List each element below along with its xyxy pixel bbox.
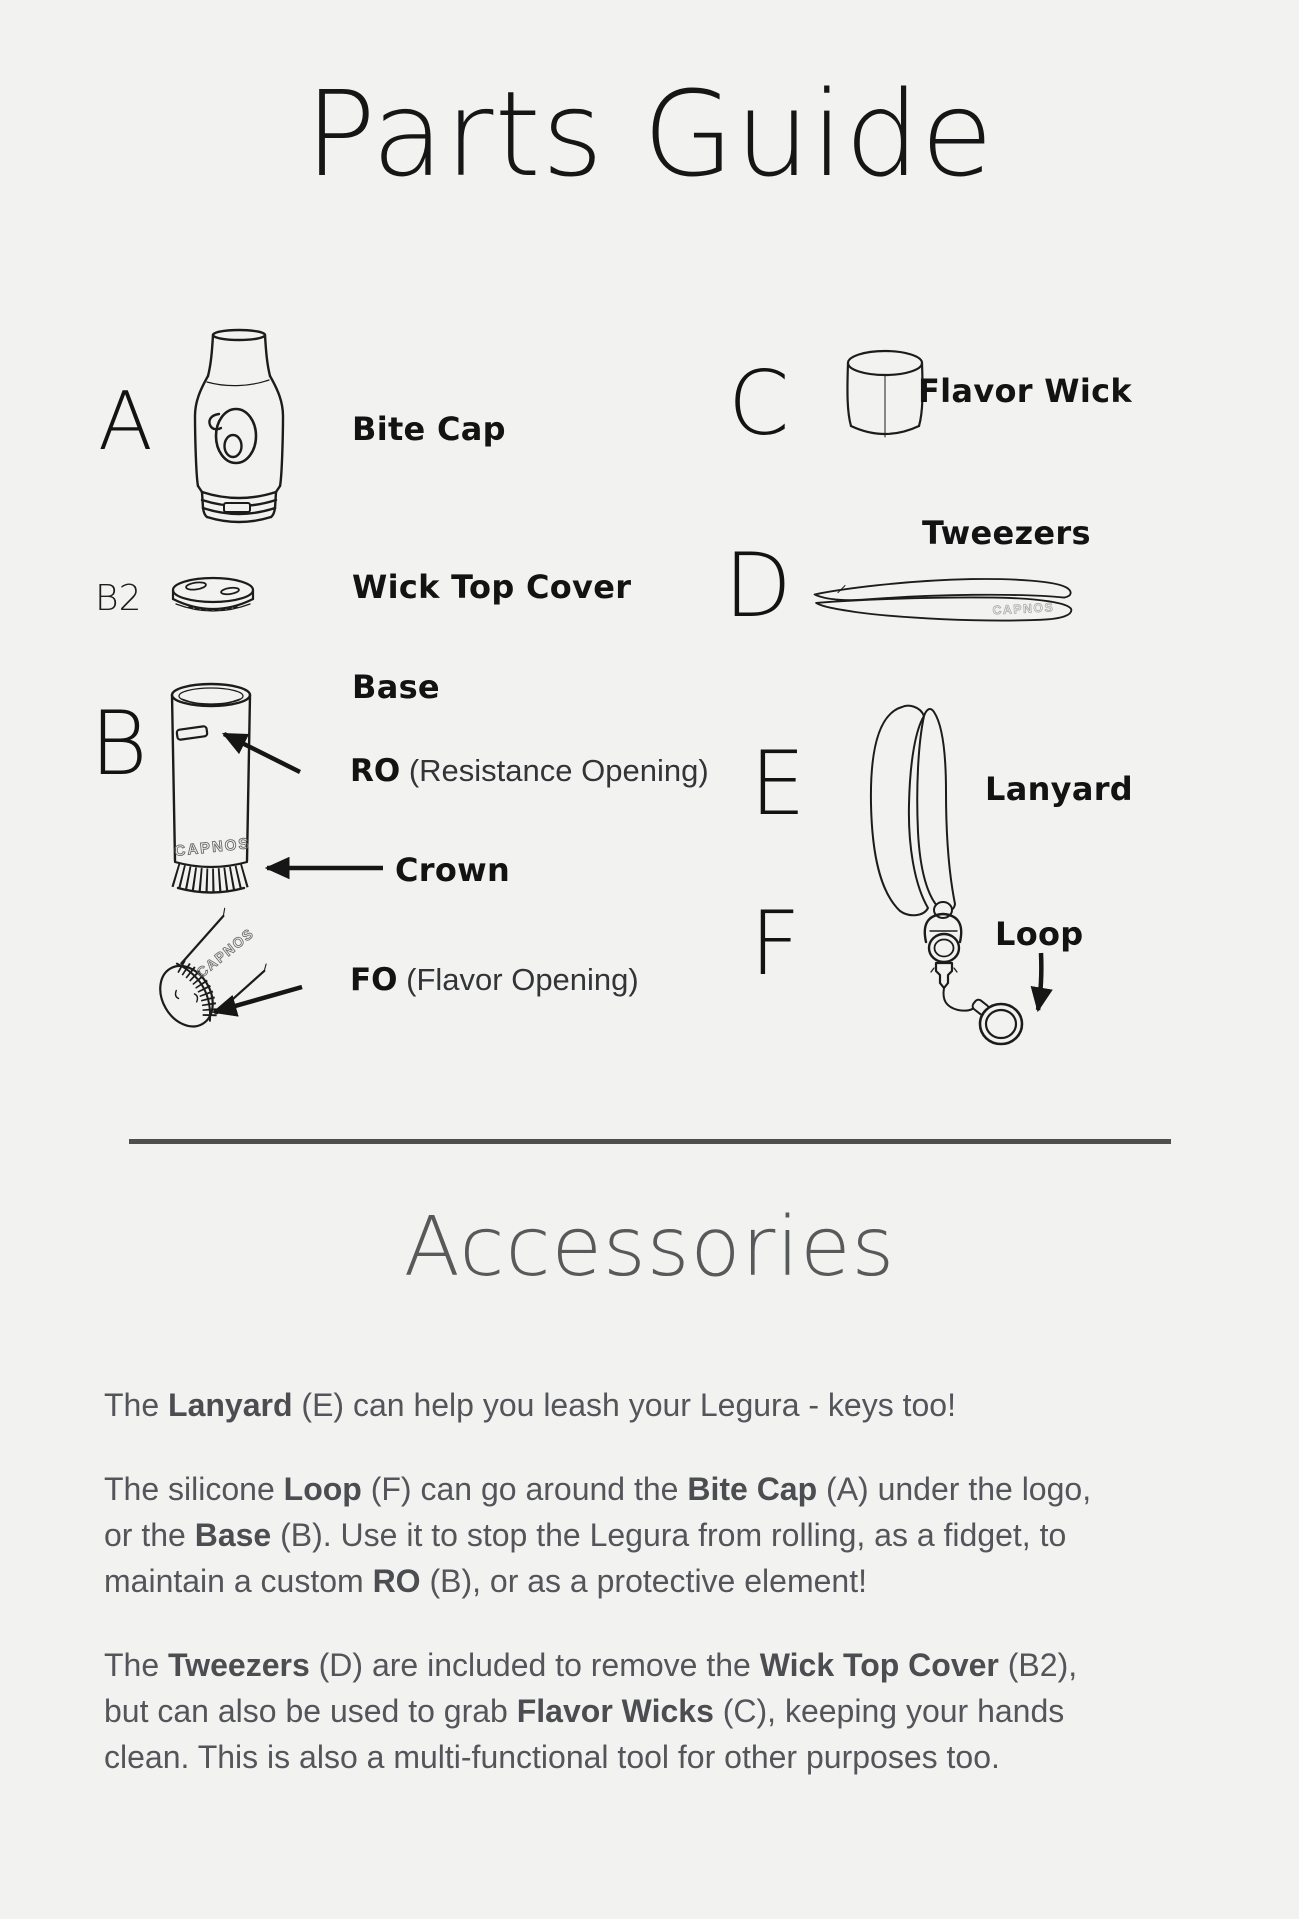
- part-letter-b2: B2: [95, 578, 142, 619]
- fo-abbr: FO: [350, 962, 398, 998]
- bite-cap-illustration: [190, 326, 288, 540]
- accessories-heading: Accessories: [403, 1200, 896, 1295]
- ro-abbr: RO: [350, 753, 401, 789]
- fo-full: (Flavor Opening): [397, 962, 639, 997]
- section-divider: [129, 1139, 1171, 1144]
- fo-arrow: [200, 976, 312, 1024]
- paragraph-loop: The silicone Loop (F) can go around the Bite Cap (A) under the logo, or the Base (B). Use it to stop the Legura from rolling, as a fidget, to maintain a custom RO (B), or as a protective element!: [104, 1471, 1092, 1599]
- ro-arrow: [212, 724, 312, 784]
- loop-arrow: [1025, 940, 1055, 1025]
- tweezers-label: Tweezers: [922, 514, 1091, 552]
- base-label: Base: [352, 668, 440, 706]
- paragraph-tweezers: The Tweezers (D) are included to remove the Wick Top Cover (B2), but can also be used to grab Flavor Wicks (C), keeping your hands clean. This is also a multi-functional tool for other purposes too.: [104, 1647, 1078, 1775]
- part-letter-a: A: [98, 375, 153, 468]
- loop-label: Loop: [995, 915, 1084, 953]
- accessories-copy: [104, 1382, 1264, 1818]
- wick-top-cover-label: Wick Top Cover: [352, 568, 632, 606]
- tweezers-illustration: [810, 572, 1075, 630]
- crown-label: Crown: [395, 851, 511, 889]
- ro-callout: [350, 753, 709, 789]
- base-illustration: [168, 682, 254, 894]
- base-brand-text: CAPNOS: [173, 835, 252, 860]
- bite-cap-label: Bite Cap: [352, 410, 506, 448]
- part-letter-c: C: [728, 352, 790, 455]
- crown-arrow: [255, 852, 390, 884]
- part-letter-b: B: [90, 692, 148, 795]
- page-title: Parts Guide: [304, 65, 995, 203]
- tweezers-brand-text: CAPNOS: [992, 600, 1055, 618]
- lanyard-illustration: [850, 704, 1030, 1049]
- part-letter-f: F: [750, 892, 801, 995]
- part-letter-d: D: [724, 534, 792, 637]
- flavor-wick-label: Flavor Wick: [918, 372, 1133, 410]
- crown-brand-text: CAPNOS: [193, 924, 257, 981]
- fo-callout: [350, 962, 639, 998]
- paragraph-lanyard: The Lanyard (E) can help you leash your Legura - keys too!: [104, 1387, 956, 1423]
- lanyard-label: Lanyard: [985, 770, 1134, 808]
- wick-top-cover-illustration: [168, 576, 258, 622]
- flavor-wick-illustration: [845, 350, 925, 445]
- ro-full: (Resistance Opening): [400, 753, 709, 788]
- part-letter-e: E: [750, 732, 806, 835]
